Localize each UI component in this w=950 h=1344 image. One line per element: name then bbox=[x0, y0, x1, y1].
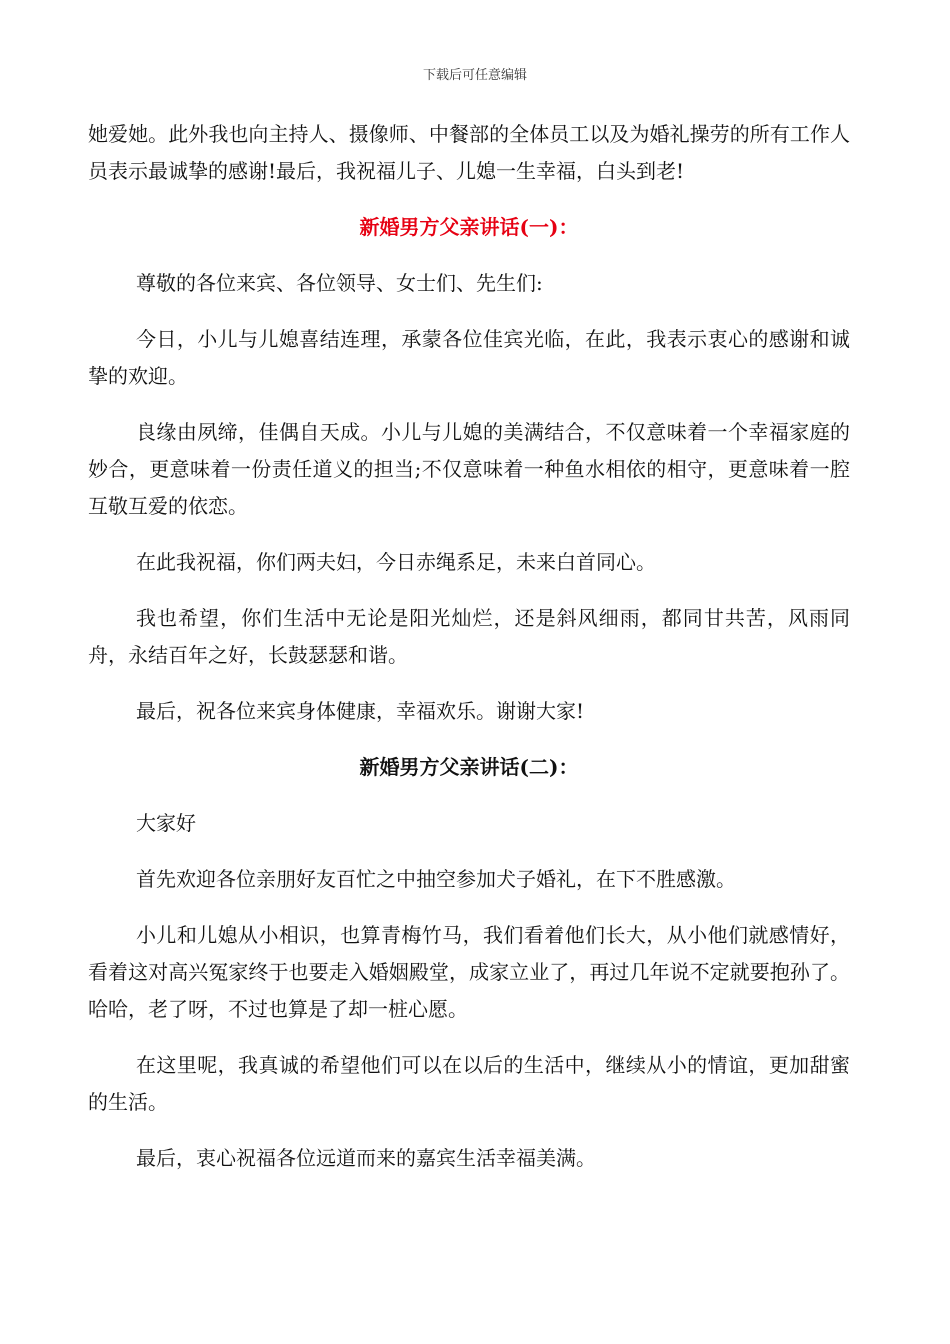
paragraph: 首先欢迎各位亲朋好友百忙之中抽空参加犬子婚礼，在下不胜感激。 bbox=[136, 867, 736, 891]
salutation: 尊敬的各位来宾、各位领导、女士们、先生们: bbox=[136, 271, 543, 295]
paragraph: 小儿和儿媳从小相识，也算青梅竹马，我们看着他们长大，从小他们就感情好，看着这对高兴冤家终于也要走入婚姻殿堂，成家立业了，再过几年说不定就要抱孙了。哈哈，老了呀，不过也算是了却一桩心愿。 bbox=[88, 923, 850, 1021]
paragraph-continuation: 她爱她。此外我也向主持人、摄像师、中餐部的全体员工以及为婚礼操劳的所有工作人员表示最诚挚的感谢!最后，我祝福儿子、儿媳一生幸福，白头到老! bbox=[88, 122, 850, 183]
paragraph: 在这里呢，我真诚的希望他们可以在以后的生活中，继续从小的情谊，更加甜蜜的生活。 bbox=[88, 1053, 850, 1114]
paragraph: 最后，衷心祝福各位远道而来的嘉宾生活幸福美满。 bbox=[136, 1146, 596, 1170]
salutation: 大家好 bbox=[136, 811, 196, 835]
paragraph: 最后，祝各位来宾身体健康，幸福欢乐。谢谢大家! bbox=[136, 699, 585, 723]
section-heading-2: 新婚男方父亲讲话(二)： bbox=[359, 755, 579, 779]
page-header: 下载后可任意编辑 bbox=[422, 68, 527, 83]
paragraph: 在此我祝福，你们两夫妇，今日赤绳系足，未来白首同心。 bbox=[136, 550, 656, 574]
paragraph: 良缘由夙缔，佳偶自天成。小儿与儿媳的美满结合，不仅意味着一个幸福家庭的妙合，更意味着一份责任道义的担当;不仅意味着一种鱼水相依的相守，更意味着一腔互敬互爱的依恋。 bbox=[88, 420, 850, 518]
document-body bbox=[88, 116, 850, 1196]
section-heading-1: 新婚男方父亲讲话(一)： bbox=[359, 215, 579, 239]
paragraph: 今日，小儿与儿媳喜结连理，承蒙各位佳宾光临，在此，我表示衷心的感谢和诚挚的欢迎。 bbox=[88, 327, 850, 388]
paragraph: 我也希望，你们生活中无论是阳光灿烂，还是斜风细雨，都同甘共苦，风雨同舟，永结百年之好，长鼓瑟瑟和谐。 bbox=[88, 606, 850, 667]
